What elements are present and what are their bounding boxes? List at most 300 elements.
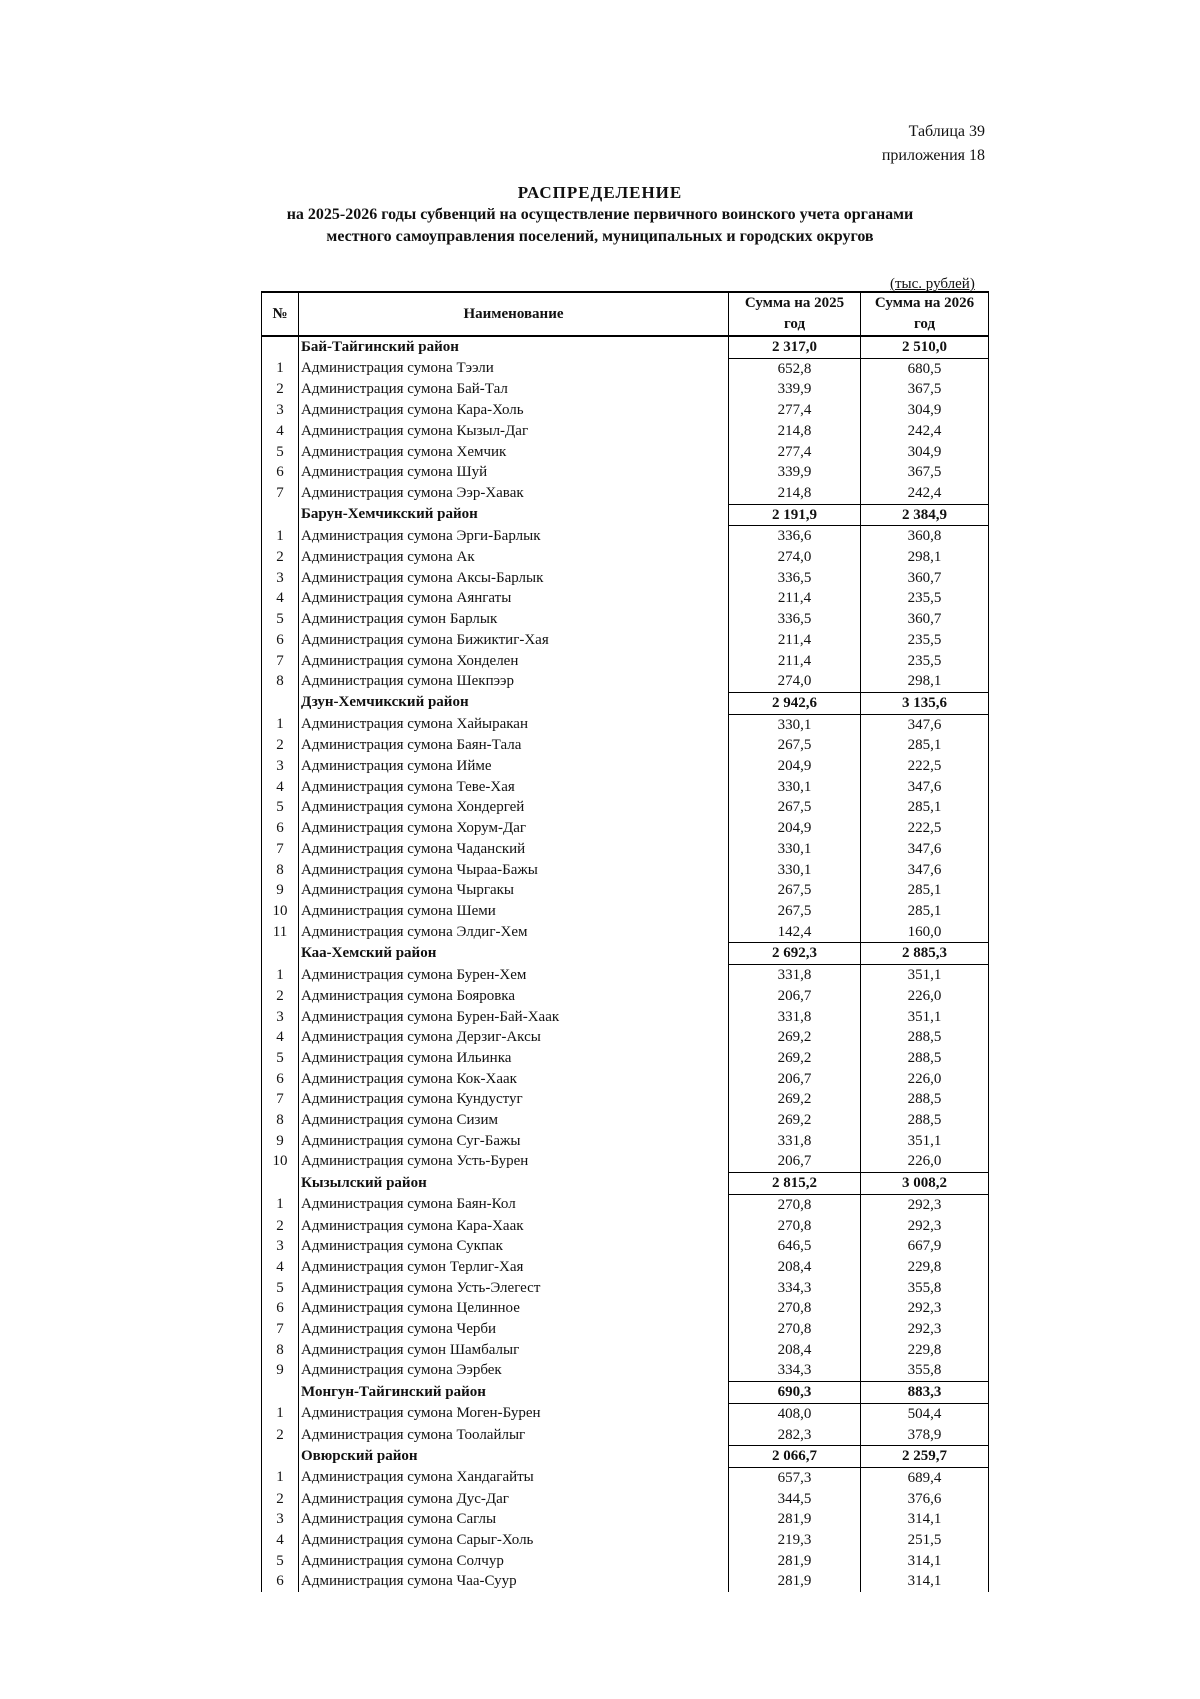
document-title: РАСПРЕДЕЛЕНИЕ bbox=[517, 183, 683, 202]
amount-2026: 298,1 bbox=[861, 671, 989, 692]
row-number: 1 bbox=[262, 965, 299, 986]
amount-2025: 211,4 bbox=[729, 630, 861, 651]
row-number: 2 bbox=[262, 735, 299, 756]
table-row bbox=[262, 400, 989, 421]
settlement-name: Администрация сумона Усть-Бурен bbox=[299, 1151, 729, 1172]
row-number: 6 bbox=[262, 462, 299, 483]
district-name: Каа-Хемский район bbox=[299, 943, 729, 965]
table-row bbox=[262, 421, 989, 442]
table-row bbox=[262, 1194, 989, 1215]
amount-2026: 222,5 bbox=[861, 756, 989, 777]
amount-2025: 334,3 bbox=[729, 1360, 861, 1381]
amount-2026: 347,6 bbox=[861, 777, 989, 798]
settlement-name: Администрация сумона Кундустуг bbox=[299, 1089, 729, 1110]
table-row bbox=[262, 880, 989, 901]
row-number bbox=[262, 504, 299, 526]
amount-2026: 351,1 bbox=[861, 1131, 989, 1152]
amount-2025: 204,9 bbox=[729, 818, 861, 839]
row-number: 2 bbox=[262, 1425, 299, 1446]
table-row bbox=[262, 588, 989, 609]
amount-2025: 282,3 bbox=[729, 1425, 861, 1446]
district-total-2026: 2 510,0 bbox=[861, 336, 989, 358]
settlement-name: Администрация сумона Целинное bbox=[299, 1298, 729, 1319]
district-row bbox=[262, 1382, 989, 1404]
amount-2026: 347,6 bbox=[861, 714, 989, 735]
amount-2026: 285,1 bbox=[861, 797, 989, 818]
table-row bbox=[262, 714, 989, 735]
district-row bbox=[262, 943, 989, 965]
amount-2025: 331,8 bbox=[729, 965, 861, 986]
row-number: 8 bbox=[262, 1340, 299, 1361]
column-header-name: Наименование bbox=[299, 292, 729, 336]
row-number: 6 bbox=[262, 818, 299, 839]
table-row bbox=[262, 379, 989, 400]
amount-2026: 229,8 bbox=[861, 1340, 989, 1361]
table-row bbox=[262, 1340, 989, 1361]
table-row bbox=[262, 777, 989, 798]
district-name: Дзун-Хемчикский район bbox=[299, 692, 729, 714]
settlement-name: Администрация сумона Хондергей bbox=[299, 797, 729, 818]
settlement-name: Администрация сумона Бурен-Бай-Хаак bbox=[299, 1007, 729, 1028]
amount-2026: 314,1 bbox=[861, 1551, 989, 1572]
amount-2025: 214,8 bbox=[729, 483, 861, 504]
amount-2025: 646,5 bbox=[729, 1236, 861, 1257]
row-number: 1 bbox=[262, 526, 299, 547]
amount-2026: 235,5 bbox=[861, 651, 989, 672]
row-number: 7 bbox=[262, 651, 299, 672]
amount-2025: 274,0 bbox=[729, 671, 861, 692]
district-total-2026: 3 135,6 bbox=[861, 692, 989, 714]
row-number: 2 bbox=[262, 1216, 299, 1237]
settlement-name: Администрация сумона Хайыракан bbox=[299, 714, 729, 735]
settlement-name: Администрация сумона Хандагайты bbox=[299, 1467, 729, 1488]
settlement-name: Администрация сумона Аянгаты bbox=[299, 588, 729, 609]
amount-2025: 267,5 bbox=[729, 880, 861, 901]
district-row bbox=[262, 504, 989, 526]
table-row bbox=[262, 1257, 989, 1278]
amount-2025: 270,8 bbox=[729, 1194, 861, 1215]
table-row bbox=[262, 1298, 989, 1319]
column-header-2026-line-1: Сумма на 2026 bbox=[874, 295, 975, 311]
district-total-2026: 2 384,9 bbox=[861, 504, 989, 526]
settlement-name: Администрация сумона Ээрбек bbox=[299, 1360, 729, 1381]
table-row bbox=[262, 1319, 989, 1340]
table-row bbox=[262, 1048, 989, 1069]
amount-2025: 334,3 bbox=[729, 1278, 861, 1299]
row-number: 2 bbox=[262, 547, 299, 568]
appendix-label: приложения 18 bbox=[881, 147, 985, 164]
settlement-name: Администрация сумона Баян-Тала bbox=[299, 735, 729, 756]
amount-2025: 330,1 bbox=[729, 777, 861, 798]
row-number bbox=[262, 943, 299, 965]
amount-2026: 314,1 bbox=[861, 1509, 989, 1530]
column-header-2025-line-2: год bbox=[783, 316, 806, 332]
row-number: 4 bbox=[262, 1530, 299, 1551]
amount-2026: 360,7 bbox=[861, 609, 989, 630]
amount-2025: 339,9 bbox=[729, 462, 861, 483]
settlement-name: Администрация сумона Кок-Хаак bbox=[299, 1069, 729, 1090]
table-row bbox=[262, 1278, 989, 1299]
amount-2026: 347,6 bbox=[861, 839, 989, 860]
settlement-name: Администрация сумон Шамбалыг bbox=[299, 1340, 729, 1361]
amount-2025: 269,2 bbox=[729, 1048, 861, 1069]
settlement-name: Администрация сумона Шуй bbox=[299, 462, 729, 483]
amount-2025: 211,4 bbox=[729, 588, 861, 609]
amount-2026: 355,8 bbox=[861, 1278, 989, 1299]
district-total-2026: 2 885,3 bbox=[861, 943, 989, 965]
amount-2026: 360,8 bbox=[861, 526, 989, 547]
district-total-2026: 883,3 bbox=[861, 1382, 989, 1404]
table-row bbox=[262, 1425, 989, 1446]
amount-2025: 339,9 bbox=[729, 379, 861, 400]
settlement-name: Администрация сумона Теве-Хая bbox=[299, 777, 729, 798]
row-number: 2 bbox=[262, 379, 299, 400]
settlement-name: Администрация сумона Ильинка bbox=[299, 1048, 729, 1069]
district-total-2025: 2 942,6 bbox=[729, 692, 861, 714]
settlement-name: Администрация сумон Терлиг-Хая bbox=[299, 1257, 729, 1278]
settlement-name: Администрация сумона Чаданский bbox=[299, 839, 729, 860]
district-name: Монгун-Тайгинский район bbox=[299, 1382, 729, 1404]
amount-2025: 281,9 bbox=[729, 1571, 861, 1592]
table-row bbox=[262, 1151, 989, 1172]
settlement-name: Администрация сумона Кара-Хаак bbox=[299, 1216, 729, 1237]
district-row bbox=[262, 692, 989, 714]
amount-2026: 351,1 bbox=[861, 965, 989, 986]
row-number: 2 bbox=[262, 1489, 299, 1510]
settlement-name: Администрация сумона Ийме bbox=[299, 756, 729, 777]
settlement-name: Администрация сумона Сарыг-Холь bbox=[299, 1530, 729, 1551]
settlement-name: Администрация сумона Шеми bbox=[299, 901, 729, 922]
district-total-2026: 2 259,7 bbox=[861, 1446, 989, 1468]
row-number bbox=[262, 336, 299, 358]
amount-2026: 360,7 bbox=[861, 568, 989, 589]
amount-2025: 270,8 bbox=[729, 1216, 861, 1237]
district-total-2026: 3 008,2 bbox=[861, 1173, 989, 1195]
district-name: Кызылский район bbox=[299, 1173, 729, 1195]
row-number: 1 bbox=[262, 358, 299, 379]
amount-2025: 344,5 bbox=[729, 1489, 861, 1510]
amount-2025: 269,2 bbox=[729, 1110, 861, 1131]
row-number: 9 bbox=[262, 1360, 299, 1381]
row-number: 5 bbox=[262, 442, 299, 463]
row-number: 3 bbox=[262, 1509, 299, 1530]
settlement-name: Администрация сумона Шекпээр bbox=[299, 671, 729, 692]
settlement-name: Администрация сумон Барлык bbox=[299, 609, 729, 630]
amount-2025: 274,0 bbox=[729, 547, 861, 568]
row-number: 4 bbox=[262, 1257, 299, 1278]
table-body bbox=[262, 336, 989, 1592]
settlement-name: Администрация сумона Солчур bbox=[299, 1551, 729, 1572]
settlement-name: Администрация сумона Усть-Элегест bbox=[299, 1278, 729, 1299]
settlement-name: Администрация сумона Хемчик bbox=[299, 442, 729, 463]
amount-2025: 267,5 bbox=[729, 901, 861, 922]
table-row bbox=[262, 671, 989, 692]
settlement-name: Администрация сумона Дерзиг-Аксы bbox=[299, 1027, 729, 1048]
row-number: 1 bbox=[262, 1403, 299, 1424]
table-row bbox=[262, 1530, 989, 1551]
settlement-name: Администрация сумона Тоолайлыг bbox=[299, 1425, 729, 1446]
district-total-2025: 690,3 bbox=[729, 1382, 861, 1404]
district-row bbox=[262, 336, 989, 358]
row-number: 10 bbox=[262, 1151, 299, 1172]
amount-2025: 281,9 bbox=[729, 1509, 861, 1530]
amount-2026: 229,8 bbox=[861, 1257, 989, 1278]
amount-2025: 204,9 bbox=[729, 756, 861, 777]
table-row bbox=[262, 986, 989, 1007]
settlement-name: Администрация сумона Баян-Кол bbox=[299, 1194, 729, 1215]
amount-2026: 292,3 bbox=[861, 1319, 989, 1340]
settlement-name: Администрация сумона Сукпак bbox=[299, 1236, 729, 1257]
amount-2026: 235,5 bbox=[861, 630, 989, 651]
district-name: Барун-Хемчикский район bbox=[299, 504, 729, 526]
amount-2025: 219,3 bbox=[729, 1530, 861, 1551]
row-number: 7 bbox=[262, 483, 299, 504]
row-number: 2 bbox=[262, 986, 299, 1007]
amount-2025: 281,9 bbox=[729, 1551, 861, 1572]
row-number: 5 bbox=[262, 609, 299, 630]
row-number: 3 bbox=[262, 756, 299, 777]
table-row bbox=[262, 651, 989, 672]
table-row bbox=[262, 1131, 989, 1152]
district-total-2025: 2 066,7 bbox=[729, 1446, 861, 1468]
table-row bbox=[262, 526, 989, 547]
amount-2026: 304,9 bbox=[861, 442, 989, 463]
units-label: (тыс. рублей) bbox=[890, 276, 975, 292]
settlement-name: Администрация сумона Моген-Бурен bbox=[299, 1403, 729, 1424]
row-number: 3 bbox=[262, 1007, 299, 1028]
settlement-name: Администрация сумона Кара-Холь bbox=[299, 400, 729, 421]
amount-2025: 269,2 bbox=[729, 1027, 861, 1048]
amount-2025: 206,7 bbox=[729, 1151, 861, 1172]
amount-2025: 208,4 bbox=[729, 1257, 861, 1278]
row-number: 7 bbox=[262, 1319, 299, 1340]
table-row bbox=[262, 1027, 989, 1048]
settlement-name: Администрация сумона Хорум-Даг bbox=[299, 818, 729, 839]
amount-2025: 336,6 bbox=[729, 526, 861, 547]
amount-2025: 270,8 bbox=[729, 1298, 861, 1319]
settlement-name: Администрация сумона Ак bbox=[299, 547, 729, 568]
amount-2026: 680,5 bbox=[861, 358, 989, 379]
amount-2026: 285,1 bbox=[861, 901, 989, 922]
row-number: 3 bbox=[262, 568, 299, 589]
settlement-name: Администрация сумона Бай-Тал bbox=[299, 379, 729, 400]
row-number bbox=[262, 1173, 299, 1195]
district-total-2025: 2 692,3 bbox=[729, 943, 861, 965]
table-row bbox=[262, 1551, 989, 1572]
settlement-name: Администрация сумона Чыраа-Бажы bbox=[299, 860, 729, 881]
district-row bbox=[262, 1446, 989, 1468]
row-number: 5 bbox=[262, 797, 299, 818]
settlement-name: Администрация сумона Элдиг-Хем bbox=[299, 922, 729, 943]
amount-2025: 331,8 bbox=[729, 1131, 861, 1152]
amount-2025: 267,5 bbox=[729, 797, 861, 818]
row-number: 6 bbox=[262, 1571, 299, 1592]
amount-2025: 330,1 bbox=[729, 839, 861, 860]
table-row bbox=[262, 1360, 989, 1381]
district-name: Бай-Тайгинский район bbox=[299, 336, 729, 358]
row-number: 6 bbox=[262, 1069, 299, 1090]
table-row bbox=[262, 797, 989, 818]
row-number: 8 bbox=[262, 1110, 299, 1131]
row-number: 3 bbox=[262, 1236, 299, 1257]
settlement-name: Администрация сумона Кызыл-Даг bbox=[299, 421, 729, 442]
amount-2025: 657,3 bbox=[729, 1467, 861, 1488]
row-number: 5 bbox=[262, 1551, 299, 1572]
table-row bbox=[262, 1089, 989, 1110]
table-row bbox=[262, 922, 989, 943]
amount-2026: 378,9 bbox=[861, 1425, 989, 1446]
amount-2025: 408,0 bbox=[729, 1403, 861, 1424]
settlement-name: Администрация сумона Суг-Бажы bbox=[299, 1131, 729, 1152]
row-number: 9 bbox=[262, 1131, 299, 1152]
table-row bbox=[262, 818, 989, 839]
settlement-name: Администрация сумона Бурен-Хем bbox=[299, 965, 729, 986]
amount-2026: 367,5 bbox=[861, 462, 989, 483]
settlement-name: Администрация сумона Эрги-Барлык bbox=[299, 526, 729, 547]
column-header-2025 bbox=[729, 292, 861, 336]
row-number: 7 bbox=[262, 839, 299, 860]
row-number bbox=[262, 692, 299, 714]
row-number: 6 bbox=[262, 1298, 299, 1319]
table-row bbox=[262, 965, 989, 986]
row-number: 1 bbox=[262, 1467, 299, 1488]
settlement-name: Администрация сумона Саглы bbox=[299, 1509, 729, 1530]
row-number: 7 bbox=[262, 1089, 299, 1110]
table-row bbox=[262, 1403, 989, 1424]
amount-2026: 504,4 bbox=[861, 1403, 989, 1424]
row-number: 4 bbox=[262, 1027, 299, 1048]
amount-2025: 214,8 bbox=[729, 421, 861, 442]
settlement-name: Администрация сумона Черби bbox=[299, 1319, 729, 1340]
distribution-table bbox=[261, 291, 989, 1592]
row-number: 5 bbox=[262, 1278, 299, 1299]
settlement-name: Администрация сумона Аксы-Барлык bbox=[299, 568, 729, 589]
table-row bbox=[262, 442, 989, 463]
amount-2025: 652,8 bbox=[729, 358, 861, 379]
table-row bbox=[262, 1069, 989, 1090]
amount-2025: 211,4 bbox=[729, 651, 861, 672]
table-row bbox=[262, 839, 989, 860]
amount-2026: 355,8 bbox=[861, 1360, 989, 1381]
table-row bbox=[262, 1007, 989, 1028]
amount-2026: 367,5 bbox=[861, 379, 989, 400]
table-row bbox=[262, 860, 989, 881]
amount-2025: 206,7 bbox=[729, 1069, 861, 1090]
amount-2025: 277,4 bbox=[729, 400, 861, 421]
amount-2025: 267,5 bbox=[729, 735, 861, 756]
settlement-name: Администрация сумона Хонделен bbox=[299, 651, 729, 672]
amount-2025: 142,4 bbox=[729, 922, 861, 943]
amount-2025: 277,4 bbox=[729, 442, 861, 463]
amount-2026: 226,0 bbox=[861, 1069, 989, 1090]
amount-2026: 292,3 bbox=[861, 1298, 989, 1319]
amount-2025: 269,2 bbox=[729, 1089, 861, 1110]
settlement-name: Администрация сумона Бижиктиг-Хая bbox=[299, 630, 729, 651]
settlement-name: Администрация сумона Чаа-Суур bbox=[299, 1571, 729, 1592]
amount-2026: 288,5 bbox=[861, 1110, 989, 1131]
table-row bbox=[262, 1236, 989, 1257]
amount-2026: 226,0 bbox=[861, 1151, 989, 1172]
amount-2025: 208,4 bbox=[729, 1340, 861, 1361]
amount-2026: 667,9 bbox=[861, 1236, 989, 1257]
row-number: 6 bbox=[262, 630, 299, 651]
row-number: 1 bbox=[262, 714, 299, 735]
row-number: 4 bbox=[262, 421, 299, 442]
document-subtitle-line-1: на 2025-2026 годы субвенций на осуществление первичного воинского учета органами bbox=[286, 206, 914, 223]
settlement-name: Администрация сумона Бояровка bbox=[299, 986, 729, 1007]
row-number: 8 bbox=[262, 671, 299, 692]
column-header-2026 bbox=[861, 292, 989, 336]
row-number: 5 bbox=[262, 1048, 299, 1069]
amount-2026: 288,5 bbox=[861, 1089, 989, 1110]
document-title-block bbox=[0, 182, 1200, 248]
district-total-2025: 2 317,0 bbox=[729, 336, 861, 358]
amount-2025: 336,5 bbox=[729, 568, 861, 589]
table-number-label: Таблица 39 bbox=[908, 123, 985, 140]
settlement-name: Администрация сумона Ээр-Хавак bbox=[299, 483, 729, 504]
table-row bbox=[262, 1509, 989, 1530]
amount-2026: 347,6 bbox=[861, 860, 989, 881]
table-row bbox=[262, 901, 989, 922]
district-row bbox=[262, 1173, 989, 1195]
amount-2026: 160,0 bbox=[861, 922, 989, 943]
district-total-2025: 2 191,9 bbox=[729, 504, 861, 526]
row-number bbox=[262, 1382, 299, 1404]
district-name: Овюрский район bbox=[299, 1446, 729, 1468]
table-row bbox=[262, 1571, 989, 1592]
column-header-2026-line-2: год bbox=[913, 316, 936, 332]
table-row bbox=[262, 630, 989, 651]
amount-2026: 285,1 bbox=[861, 880, 989, 901]
table-row bbox=[262, 568, 989, 589]
table-row bbox=[262, 756, 989, 777]
amount-2026: 242,4 bbox=[861, 483, 989, 504]
amount-2026: 292,3 bbox=[861, 1194, 989, 1215]
amount-2026: 288,5 bbox=[861, 1048, 989, 1069]
amount-2025: 270,8 bbox=[729, 1319, 861, 1340]
amount-2026: 304,9 bbox=[861, 400, 989, 421]
amount-2026: 222,5 bbox=[861, 818, 989, 839]
row-number: 4 bbox=[262, 588, 299, 609]
row-number: 1 bbox=[262, 1194, 299, 1215]
table-row bbox=[262, 1467, 989, 1488]
row-number: 3 bbox=[262, 400, 299, 421]
amount-2026: 689,4 bbox=[861, 1467, 989, 1488]
row-number: 4 bbox=[262, 777, 299, 798]
settlement-name: Администрация сумона Дус-Даг bbox=[299, 1489, 729, 1510]
table-row bbox=[262, 483, 989, 504]
column-header-2025-line-1: Сумма на 2025 bbox=[744, 295, 845, 311]
amount-2025: 330,1 bbox=[729, 860, 861, 881]
amount-2026: 376,6 bbox=[861, 1489, 989, 1510]
amount-2026: 242,4 bbox=[861, 421, 989, 442]
table-header-row bbox=[262, 292, 989, 336]
amount-2026: 314,1 bbox=[861, 1571, 989, 1592]
table-row bbox=[262, 547, 989, 568]
amount-2025: 331,8 bbox=[729, 1007, 861, 1028]
document-reference bbox=[882, 120, 985, 168]
row-number bbox=[262, 1446, 299, 1468]
table-row bbox=[262, 358, 989, 379]
amount-2025: 336,5 bbox=[729, 609, 861, 630]
amount-2025: 330,1 bbox=[729, 714, 861, 735]
settlement-name: Администрация сумона Чыргакы bbox=[299, 880, 729, 901]
amount-2026: 251,5 bbox=[861, 1530, 989, 1551]
row-number: 8 bbox=[262, 860, 299, 881]
amount-2025: 206,7 bbox=[729, 986, 861, 1007]
district-total-2025: 2 815,2 bbox=[729, 1173, 861, 1195]
table-row bbox=[262, 1216, 989, 1237]
